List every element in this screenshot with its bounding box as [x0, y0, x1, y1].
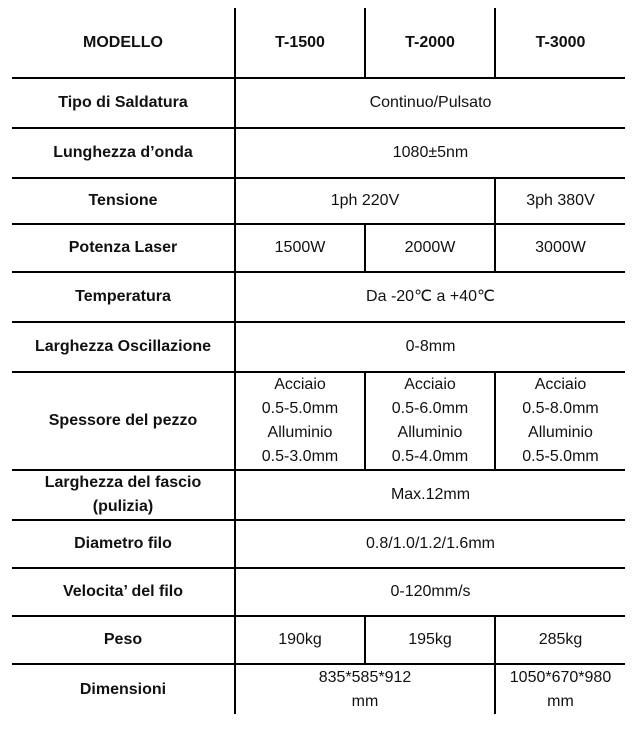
dimensions-t1500-t2000 — [235, 664, 495, 714]
thickness-t1500-line: Acciaio — [274, 376, 326, 393]
row-label-laser-power: Potenza Laser — [12, 224, 235, 272]
thickness-t3000-line: Alluminio — [528, 424, 593, 441]
dimensions-t3000 — [495, 664, 625, 714]
thickness-t1500-line: Alluminio — [267, 424, 333, 441]
welding-type-value: Continuo/Pulsato — [235, 78, 625, 128]
table-row — [12, 616, 625, 664]
table-row — [12, 272, 625, 322]
thickness-t3000 — [495, 372, 625, 470]
table-row — [12, 178, 625, 224]
thickness-t3000-line: 0.5-5.0mm — [522, 448, 599, 465]
row-label-beam-width — [12, 470, 235, 520]
voltage-value-t3000: 3ph 380V — [495, 178, 625, 224]
wire-speed-value: 0-120mm/s — [235, 568, 625, 616]
table-row — [12, 128, 625, 178]
row-label-welding-type: Tipo di Saldatura — [12, 78, 235, 128]
wire-diameter-value: 0.8/1.0/1.2/1.6mm — [235, 520, 625, 568]
header-row — [12, 8, 625, 78]
thickness-t2000 — [365, 372, 495, 470]
table-row — [12, 322, 625, 372]
beam-width-label-line1: Larghezza del fascio — [44, 474, 202, 491]
row-label-oscillation-width: Larghezza Oscillazione — [12, 322, 235, 372]
voltage-value-t1500-t2000: 1ph 220V — [235, 178, 495, 224]
header-model: MODELLO — [12, 8, 235, 78]
weight-t3000: 285kg — [495, 616, 625, 664]
table-row — [12, 568, 625, 616]
dimensions-t1500-t2000-line: 835*585*912 — [318, 668, 412, 686]
table-row — [12, 224, 625, 272]
wavelength-value: 1080±5nm — [235, 128, 625, 178]
row-label-temperature: Temperatura — [12, 272, 235, 322]
row-label-wavelength: Lunghezza d’onda — [12, 128, 235, 178]
spec-sheet — [12, 8, 625, 714]
beam-width-label-line2: (pulizia) — [92, 498, 154, 515]
thickness-t3000-line: 0.5-8.0mm — [522, 400, 599, 417]
table-row — [12, 78, 625, 128]
dimensions-t3000-line: 1050*670*980 — [509, 668, 612, 686]
dimensions-t3000-line: mm — [547, 692, 574, 710]
row-label-dimensions: Dimensioni — [12, 664, 235, 714]
laser-power-t3000: 3000W — [495, 224, 625, 272]
temperature-value: Da -20℃ a +40℃ — [235, 272, 625, 322]
table-row — [12, 520, 625, 568]
header-t2000: T-2000 — [365, 8, 495, 78]
laser-power-t1500: 1500W — [235, 224, 365, 272]
laser-power-t2000: 2000W — [365, 224, 495, 272]
row-label-wire-speed: Velocita’ del filo — [12, 568, 235, 616]
thickness-t2000-line: Acciaio — [404, 376, 456, 393]
header-t3000: T-3000 — [495, 8, 625, 78]
row-label-thickness: Spessore del pezzo — [12, 372, 235, 470]
table-row — [12, 664, 625, 714]
thickness-t1500-line: 0.5-3.0mm — [261, 448, 339, 465]
thickness-t1500-line: 0.5-5.0mm — [261, 400, 339, 417]
weight-t1500: 190kg — [235, 616, 365, 664]
oscillation-width-value: 0-8mm — [235, 322, 625, 372]
thickness-t2000-line: 0.5-4.0mm — [391, 448, 469, 465]
dimensions-t1500-t2000-line: mm — [351, 692, 379, 710]
thickness-t2000-line: Alluminio — [397, 424, 463, 441]
table-row — [12, 470, 625, 520]
thickness-t2000-line: 0.5-6.0mm — [391, 400, 469, 417]
spec-table — [12, 8, 625, 714]
thickness-t3000-line: Acciaio — [534, 376, 587, 393]
beam-width-value: Max.12mm — [235, 470, 625, 520]
thickness-t1500 — [235, 372, 365, 470]
row-label-voltage: Tensione — [12, 178, 235, 224]
table-row — [12, 372, 625, 470]
row-label-wire-diameter: Diametro filo — [12, 520, 235, 568]
header-t1500: T-1500 — [235, 8, 365, 78]
row-label-weight: Peso — [12, 616, 235, 664]
weight-t2000: 195kg — [365, 616, 495, 664]
